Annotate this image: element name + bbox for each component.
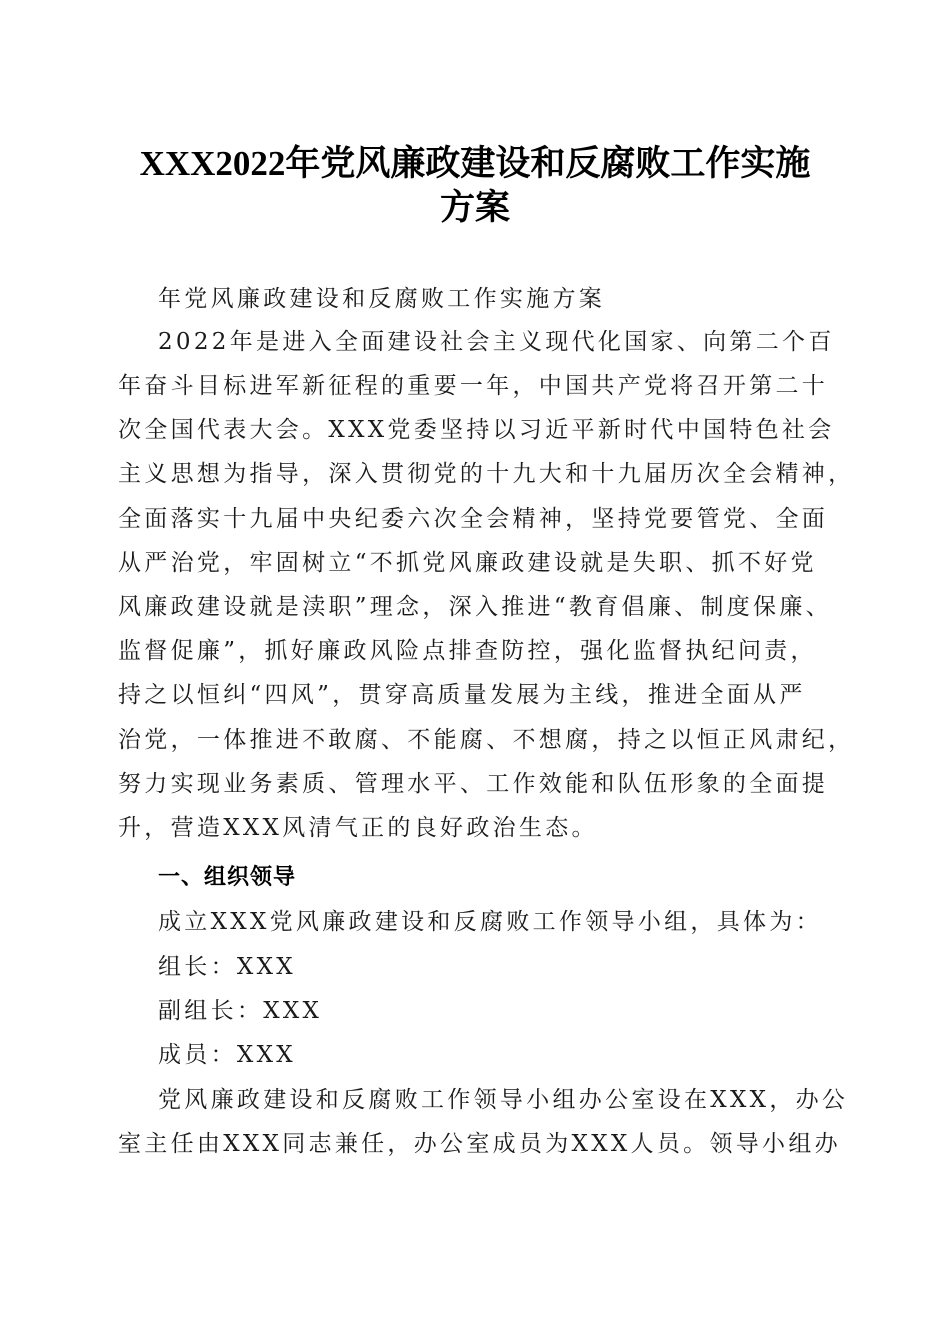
intro-paragraph-line: 监督促廉”，抓好廉政风险点排查防控，强化监督执纪问责，: [118, 638, 817, 664]
intro-paragraph-line: 2022年是进入全面建设社会主义现代化国家、向第二个百: [158, 329, 835, 355]
subtitle-line: 年党风廉政建设和反腐败工作实施方案: [158, 286, 606, 312]
intro-paragraph-line: 持之以恒纠“四风”，贯穿高质量发展为主线，推进全面从严: [118, 682, 806, 708]
intro-paragraph-line: 从严治党，牢固树立“不抓党风廉政建设就是失职、抓不好党: [118, 550, 817, 576]
members-line: 成员：XXX: [158, 1042, 296, 1068]
section-lead-line: 成立XXX党风廉政建设和反腐败工作领导小组，具体为：: [158, 909, 822, 935]
intro-paragraph-line: 全面落实十九届中央纪委六次全会精神，坚持党要管党、全面: [118, 506, 829, 532]
deputy-leader-line: 副组长：XXX: [158, 998, 323, 1024]
leader-line: 组长：XXX: [158, 954, 296, 980]
office-paragraph-line: 室主任由XXX同志兼任，办公室成员为XXX人员。领导小组办: [118, 1131, 841, 1157]
intro-paragraph-line: 治党，一体推进不敢腐、不能腐、不想腐，持之以恒正风肃纪，: [118, 727, 855, 753]
document-title-line-2: 方案: [439, 188, 510, 227]
section-heading-organization: 一、组织领导: [158, 865, 297, 890]
intro-paragraph-line: 年奋斗目标进军新征程的重要一年，中国共产党将召开第二十: [118, 373, 829, 399]
document-title-line-1: XXX2022年党风廉政建设和反腐败工作实施: [139, 144, 811, 183]
intro-paragraph-line: 风廉政建设就是渎职”理念，深入推进“教育倡廉、制度保廉、: [118, 594, 832, 620]
intro-paragraph-line: 主义思想为指导，深入贯彻党的十九大和十九届历次全会精神，: [118, 461, 855, 487]
intro-paragraph-line: 次全国代表大会。XXX党委坚持以习近平新时代中国特色社会: [118, 417, 835, 443]
office-paragraph-line: 党风廉政建设和反腐败工作领导小组办公室设在XXX，办公: [158, 1087, 849, 1113]
intro-paragraph-line: 努力实现业务素质、管理水平、工作效能和队伍形象的全面提: [118, 771, 829, 797]
intro-paragraph-line: 升，营造XXX风清气正的良好政治生态。: [118, 815, 598, 841]
